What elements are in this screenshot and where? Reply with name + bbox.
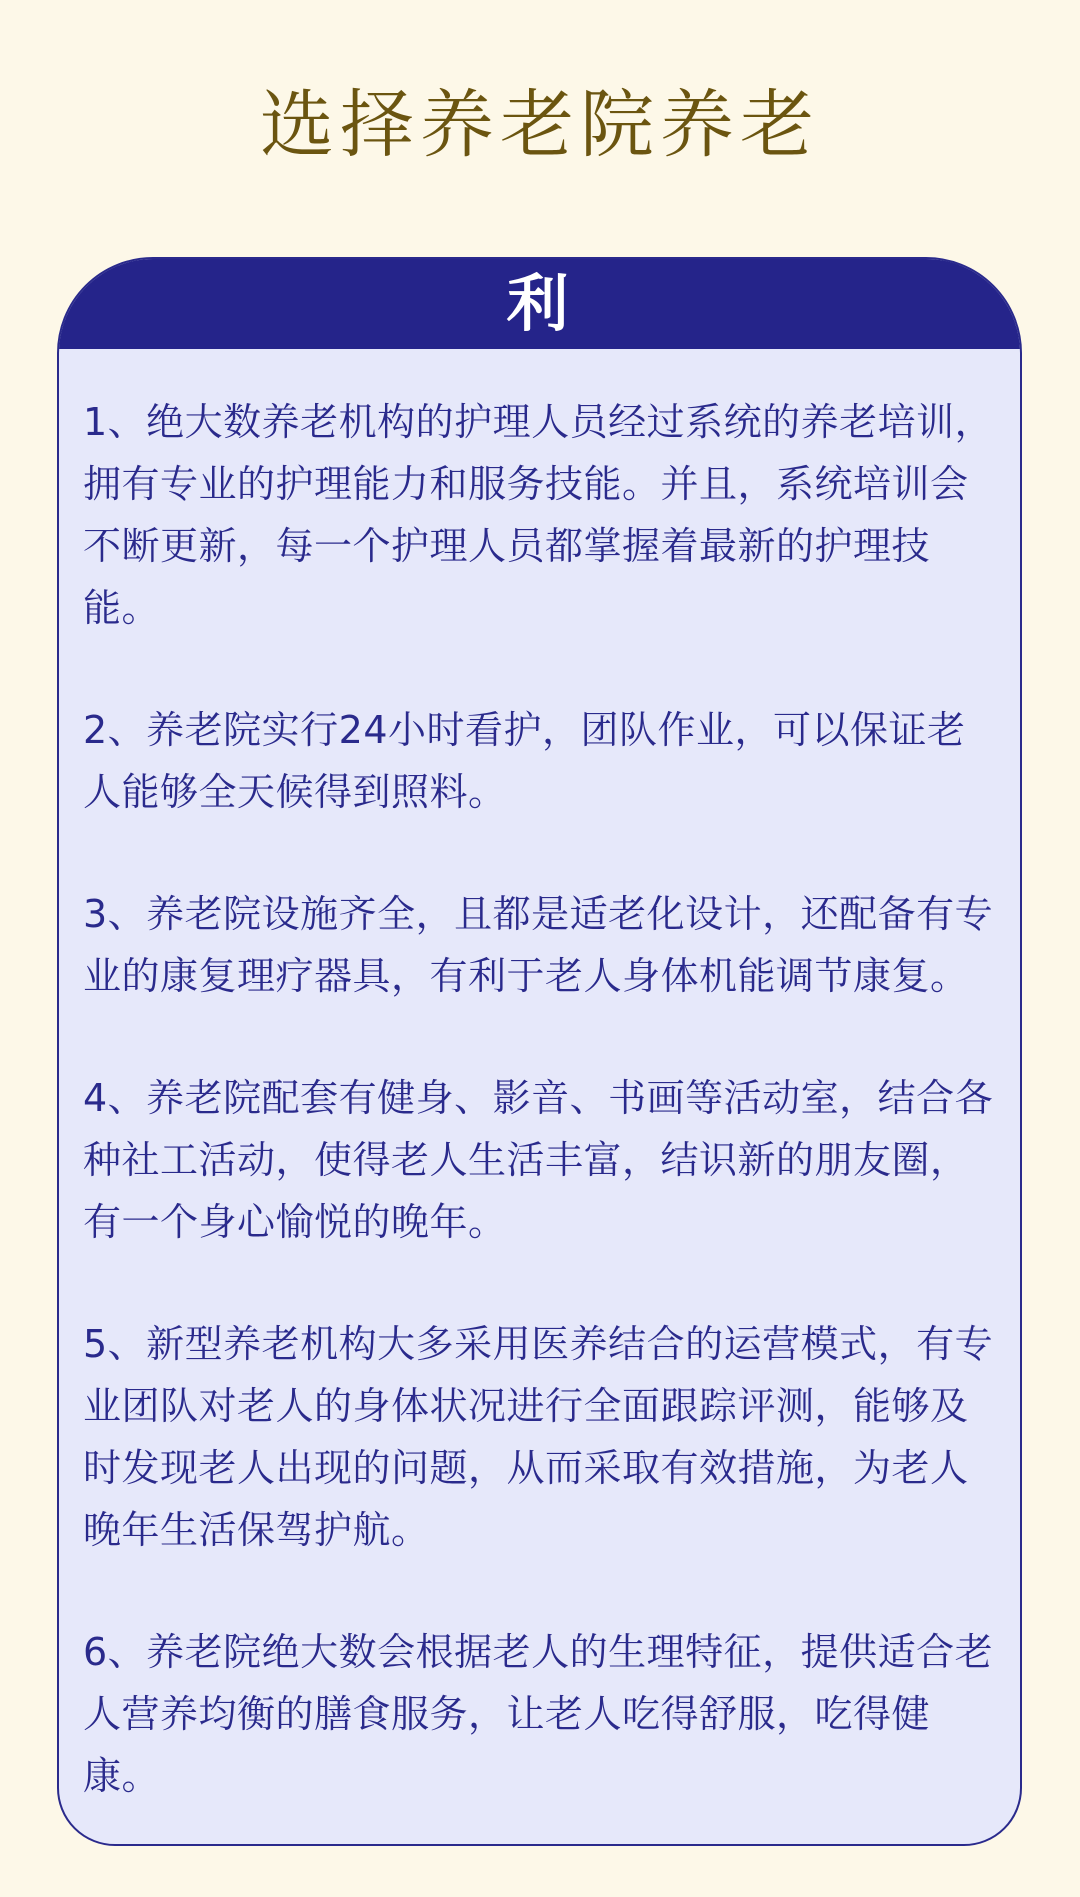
point-item: 6、养老院绝大数会根据老人的生理特征，提供适合老人营养均衡的膳食服务，让老人吃得舒服，吃得健康。 (83, 1630, 994, 1798)
point-item: 5、新型养老机构大多采用医养结合的运营模式，有专业团队对老人的身体状况进行全面跟踪评测，能够及时发现老人出现的问题，从而采取有效措施，为老人晚年生活保驾护航。 (83, 1322, 994, 1552)
point-item: 2、养老院实行24小时看护，团队作业，可以保证老人能够全天候得到照料。 (83, 708, 966, 814)
page-title: 选择养老院养老 (260, 82, 820, 168)
point-item: 4、养老院配套有健身、影音、书画等活动室，结合各种社工活动，使得老人生活丰富，结识新的朋友圈，有一个身心愉悦的晚年。 (83, 1076, 994, 1244)
card-header (59, 259, 1020, 349)
point-item: 1、绝大数养老机构的护理人员经过系统的养老培训，拥有专业的护理能力和服务技能。并且，系统培训会不断更新，每一个护理人员都掌握着最新的护理技能。 (83, 400, 994, 630)
point-item: 3、养老院设施齐全，且都是适老化设计，还配备有专业的康复理疗器具，有利于老人身体机能调节康复。 (83, 892, 994, 998)
pros-card (57, 257, 1022, 1846)
card-header-label: 利 (506, 267, 573, 340)
card-body (59, 349, 1020, 1807)
